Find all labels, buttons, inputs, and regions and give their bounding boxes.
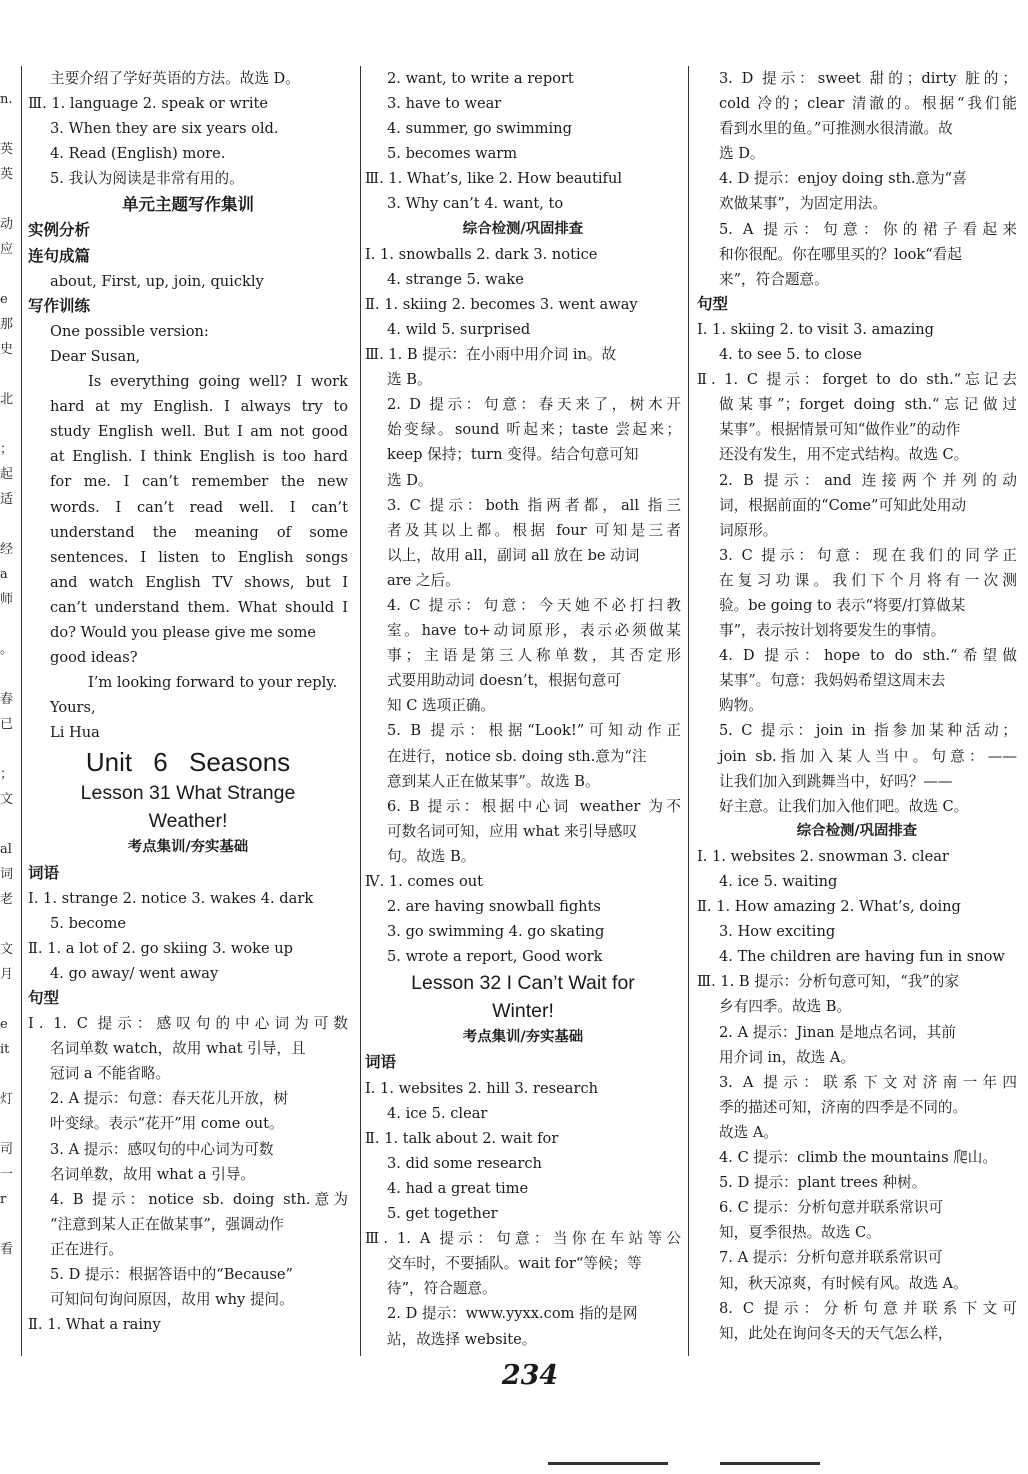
answer-line: 6. C 提示：分析句意并联系常识可: [719, 1199, 944, 1217]
answer-line: 4. go away/ went away: [50, 964, 219, 982]
answer-line: 站，故选择 website。: [387, 1330, 537, 1348]
edge-glyph: 经: [0, 542, 14, 557]
answer-line: and watch English TV shows, but I: [50, 573, 348, 591]
footer-rule: [720, 1462, 820, 1465]
edge-glyph: r: [0, 1192, 7, 1207]
answer-line: 意到某人正在做某事”。故选 B。: [387, 772, 600, 790]
answer-line: Ⅰ. 1. websites 2. hill 3. research: [365, 1079, 599, 1097]
answer-line: 4. Read (English) more.: [50, 145, 226, 163]
edge-glyph: 师: [0, 592, 14, 607]
answer-line: 2. want, to write a report: [387, 70, 574, 87]
sub-heading: 考点集训/夯实基础: [462, 1029, 584, 1046]
answer-line: Is everything going well? I work: [88, 373, 348, 391]
column-divider: [360, 66, 361, 1356]
answer-line: Ⅱ. 1. What a rainy: [28, 1316, 161, 1334]
answer-line: sentences. I listen to English songs: [50, 548, 348, 566]
edge-glyph: [0, 913, 16, 938]
section-heading: 句型: [28, 989, 60, 1007]
section-heading: 写作训练: [28, 296, 91, 315]
lesson-title: Weather!: [148, 810, 228, 833]
answer-line: Ⅰ. 1. websites 2. snowman 3. clear: [697, 847, 949, 865]
answer-column-2: [365, 66, 681, 1352]
answer-line: 5. B 提示：根据“Look!”可知动作正: [387, 722, 681, 740]
column-divider: [688, 66, 689, 1356]
edge-glyph: 应: [0, 242, 14, 257]
answer-line: 和你很配。你在哪里买的？look“看起: [719, 245, 962, 263]
answer-line: Ⅱ. 1. a lot of 2. go skiing 3. woke up: [28, 939, 293, 957]
answer-line: 5. wrote a report, Good work: [387, 948, 603, 966]
answer-line: 选 D。: [719, 145, 765, 163]
edge-glyph: [0, 263, 16, 288]
edge-glyph: 灯: [0, 1092, 14, 1107]
answer-line: 3. When they are six years old.: [50, 120, 279, 138]
answer-line: 让我们加入到跳舞当中，好吗？——: [719, 772, 953, 790]
answer-line: 5. C 提示：join in 指参加某种活动；: [719, 722, 1017, 740]
answer-line: Ⅳ. 1. comes out: [365, 873, 484, 890]
answer-line: 欢做某事”，为固定用法。: [719, 195, 887, 213]
answer-line: 4. to see 5. to close: [719, 346, 862, 364]
answer-line: “注意到某人正在做某事”，强调动作: [50, 1215, 284, 1233]
answer-column-3: [697, 66, 1017, 1346]
answer-line: Ⅰ. 1. C 提示：感叹句的中心词为可数: [28, 1015, 348, 1033]
answer-line: 知 C 选项正确。: [387, 697, 496, 715]
lesson-title: Lesson 31 What Strange: [80, 782, 296, 805]
answer-line: 某事”。根据情景可知“做作业”的动作: [719, 421, 961, 439]
edge-glyph: [0, 613, 16, 638]
answer-line: 知，秋天凉爽，有时候有风。故选 A。: [719, 1274, 968, 1292]
answer-line: 名词单数，故用 what a 引导。: [50, 1165, 256, 1183]
answer-line: at English. I think English is too hard: [50, 448, 348, 466]
column-divider: [21, 66, 22, 1356]
answer-line: 词，根据前面的“Come”可知此处用动: [719, 496, 967, 514]
edge-glyph: 司: [0, 1142, 14, 1157]
answer-line: 名词单数 watch，故用 what 引导，且: [50, 1040, 306, 1058]
answer-line: 4. D 提示：hope to do sth.“希望做: [719, 647, 1017, 665]
answer-line: 验。be going to 表示“将要/打算做某: [719, 596, 966, 614]
section-heading: 句型: [697, 294, 729, 313]
answer-line: 4. ice 5. waiting: [719, 873, 838, 890]
answer-line: can’t understand them. What should I: [50, 598, 348, 616]
answer-line: 4. C 提示：句意：今天她不必打扫教: [387, 596, 681, 614]
answer-line: do? Would you please give me some: [50, 623, 317, 641]
answer-line: I’m looking forward to your reply.: [88, 674, 338, 692]
answer-line: 来”，符合题意。: [719, 270, 829, 288]
sub-heading: 综合检测/巩固排查: [462, 220, 584, 237]
edge-glyph: 文: [0, 792, 14, 807]
answer-line: 3. A 提示：感叹句的中心词为可数: [50, 1140, 274, 1158]
answer-line: Ⅱ. 1. skiing 2. becomes 3. went away: [365, 295, 638, 313]
edge-glyph: 一: [0, 1167, 14, 1182]
edge-glyph: 老: [0, 892, 14, 907]
answer-line: 4. ice 5. clear: [387, 1104, 488, 1122]
answer-line: 4. summer, go swimming: [387, 120, 572, 138]
section-title: 单元主题写作集训: [122, 195, 254, 215]
answer-column-1: [28, 66, 348, 1337]
answer-line: 以上，故用 all，副词 all 放在 be 动词: [387, 546, 640, 564]
answer-line: keep 保持；turn 变得。结合句意可知: [387, 446, 639, 464]
edge-glyph: [0, 113, 16, 138]
sub-heading: 考点集训/夯实基础: [127, 839, 249, 856]
answer-line: 词原形。: [719, 521, 778, 539]
answer-line: One possible version:: [50, 322, 209, 340]
answer-line: 还没有发生，用不定式结构。故选 C。: [719, 446, 969, 464]
answer-line: Yours,: [50, 699, 96, 717]
section-heading: 词语: [28, 863, 60, 882]
answer-line: cold 冷的；clear 清澈的。根据“我们能: [719, 95, 1017, 113]
answer-line: 者及其以上都。根据 four 可知是三者: [387, 521, 681, 539]
sub-heading: 综合检测/巩固排查: [796, 822, 918, 839]
answer-line: 4. D 提示：enjoy doing sth.意为“喜: [719, 170, 967, 188]
answer-line: 3. have to wear: [387, 95, 502, 113]
answer-line: 3. go swimming 4. go skating: [387, 923, 605, 941]
answer-line: Dear Susan,: [50, 347, 141, 365]
answer-line: 6. B 提示：根据中心词 weather 为不: [387, 797, 681, 815]
answer-line: 3. A 提示：联系下文对济南一年四: [719, 1073, 1017, 1091]
edge-glyph: 已: [0, 717, 14, 732]
edge-glyph: [0, 363, 16, 388]
answer-line: 4. wild 5. surprised: [387, 320, 531, 338]
edge-glyph: 月: [0, 967, 14, 982]
edge-glyph: 英: [0, 142, 14, 157]
answer-line: 室。have to+动词原形，表示必须做某: [387, 622, 681, 640]
answer-line: Ⅰ. 1. skiing 2. to visit 3. amazing: [697, 320, 934, 338]
answer-line: Ⅰ. 1. strange 2. notice 3. wakes 4. dark: [28, 889, 314, 907]
edge-glyph: ；: [0, 767, 14, 782]
unit-title: Unit 6 Seasons: [85, 747, 291, 778]
answer-line: 5. D 提示：plant trees 种树。: [719, 1174, 927, 1192]
page-number: 234: [501, 1360, 559, 1391]
answer-line: 知，夏季很热。故选 C。: [719, 1224, 881, 1242]
edge-glyph: al: [0, 842, 12, 857]
answer-line: hard at my English. I always try to: [50, 398, 348, 416]
answer-line: 5. becomes warm: [387, 145, 518, 163]
edge-glyph: 适: [0, 492, 14, 507]
answer-line: 5. get together: [387, 1205, 498, 1223]
answer-line: 3. How exciting: [719, 923, 836, 941]
edge-glyph: 史: [0, 342, 14, 357]
edge-glyph: e: [0, 292, 8, 307]
answer-line: Ⅰ. 1. snowballs 2. dark 3. notice: [365, 245, 598, 263]
answer-line: Ⅲ. 1. What’s, like 2. How beautiful: [365, 170, 623, 188]
edge-glyph: [0, 663, 16, 688]
answer-line: 4. strange 5. wake: [387, 270, 524, 288]
edge-glyph: 词: [0, 867, 14, 882]
answer-line: 看到水里的鱼。”可推测水很清澈。故: [719, 120, 953, 138]
answer-line: words. I can’t read well. I can’t: [50, 498, 348, 516]
answer-line: 事；主语是第三人称单数，其否定形: [387, 647, 681, 665]
answer-line: 2. A 提示：Jinan 是地点名词，其前: [719, 1023, 956, 1041]
answer-line: Ⅲ. 1. A 提示：句意：当你在车站等公: [365, 1230, 681, 1248]
answer-line: 待”，符合题意。: [387, 1280, 497, 1298]
edge-glyph: [0, 413, 16, 438]
answer-line: 选 D。: [387, 471, 433, 489]
answer-line: 用介词 in，故选 A。: [719, 1048, 856, 1066]
answer-line: 叶变绿。表示“花开”用 come out。: [50, 1115, 284, 1133]
answer-line: 乡有四季。故选 B。: [719, 998, 852, 1016]
answer-line: 5. 我认为阅读是非常有用的。: [50, 170, 244, 188]
answer-line: are 之后。: [387, 571, 460, 589]
answer-line: 5. become: [50, 914, 126, 932]
answer-line: 2. D 提示：句意：春天来了，树木开: [387, 396, 681, 414]
footer-rule: [548, 1462, 668, 1465]
answer-line: study English well. But I am not good: [50, 423, 348, 441]
section-heading: 词语: [365, 1053, 397, 1072]
answer-line: 2. B 提示：and 连接两个并列的动: [719, 471, 1017, 489]
edge-glyph: 英: [0, 167, 14, 182]
edge-glyph: [0, 513, 16, 538]
edge-glyph: 。: [0, 642, 14, 657]
edge-glyph: [0, 188, 16, 213]
answer-line: about, First, up, join, quickly: [50, 272, 264, 290]
edge-glyph: 起: [0, 467, 14, 482]
answer-line: 选 B。: [387, 371, 432, 389]
answer-line: Ⅲ. 1. language 2. speak or write: [28, 95, 268, 113]
edge-glyph: 那: [0, 317, 14, 332]
answer-line: Ⅱ. 1. talk about 2. wait for: [365, 1129, 559, 1147]
answer-line: 3. Why can’t 4. want, to: [387, 195, 564, 213]
answer-line: 8. C 提示：分析句意并联系下文可: [719, 1299, 1017, 1317]
answer-line: 2. are having snowball fights: [387, 898, 601, 916]
answer-line: Ⅱ. 1. How amazing 2. What’s, doing: [697, 898, 961, 916]
section-heading: 连句成篇: [28, 246, 91, 265]
answer-line: 知，此处在询问冬天的天气怎么样，: [719, 1324, 953, 1342]
answer-line: 在复习功课。我们下个月将有一次测: [719, 571, 1017, 589]
answer-line: 做某事”；forget doing sth.“忘记做过: [719, 396, 1017, 414]
answer-line: 某事”。句意：我妈妈希望这周末去: [719, 672, 946, 690]
answer-line: 5. D 提示：根据答语中的“Because”: [50, 1266, 293, 1284]
edge-glyph: n.: [0, 92, 13, 107]
answer-line: good ideas?: [50, 649, 138, 667]
lesson-title: Lesson 32 I Can’t Wait for: [411, 972, 635, 995]
answer-line: 冠词 a 不能省略。: [50, 1065, 171, 1083]
answer-line: 购物。: [719, 697, 763, 715]
lesson-title: Winter!: [492, 1000, 554, 1023]
edge-glyph: e: [0, 1017, 8, 1032]
answer-line: join sb.指加入某人当中。句意：——: [719, 747, 1017, 765]
answer-line: 主要介绍了学好英语的方法。故选 D。: [50, 70, 300, 87]
answer-line: 3. C 提示：both 指两者都，all 指三: [387, 496, 681, 514]
answer-line: 事”，表示按计划将要发生的事情。: [719, 622, 946, 640]
answer-line: 好主意。让我们加入他们吧。故选 C。: [719, 797, 969, 815]
answer-line: 故选 A。: [719, 1123, 778, 1141]
edge-glyph: it: [0, 1042, 10, 1057]
answer-line: 季的描述可知，济南的四季是不同的。: [719, 1098, 968, 1116]
answer-line: 4. The children are having fun in snow: [719, 948, 1005, 966]
answer-line: Ⅲ. 1. B 提示：分析句意可知，“我”的家: [697, 973, 959, 991]
answer-line: Ⅲ. 1. B 提示：在小雨中用介词 in。故: [365, 346, 617, 364]
answer-line: 4. had a great time: [387, 1179, 529, 1197]
answer-line: for me. I can’t remember the new: [50, 473, 348, 491]
answer-line: 3. did some research: [387, 1154, 542, 1172]
edge-glyph: ；: [0, 442, 14, 457]
edge-glyph: [0, 988, 16, 1013]
edge-glyph: a: [0, 567, 8, 582]
answer-line: 始变绿。sound 听起来；taste 尝起来；: [387, 421, 681, 439]
answer-line: Ⅱ. 1. C 提示：forget to do sth.“忘记去: [697, 371, 1017, 389]
edge-glyph: [0, 738, 16, 763]
edge-glyph: [0, 1113, 16, 1138]
edge-glyph: [0, 1063, 16, 1088]
section-heading: 实例分析: [28, 221, 91, 240]
answer-line: 式要用助动词 doesn’t，根据句意可: [387, 672, 621, 690]
binding-edge-text: [0, 88, 16, 1378]
answer-line: 交车时，不要插队。wait for“等候；等: [387, 1255, 642, 1273]
edge-glyph: 动: [0, 217, 14, 232]
edge-glyph: [0, 813, 16, 838]
answer-line: 在进行，notice sb. doing sth.意为“注: [387, 747, 647, 765]
answer-line: 3. D 提示：sweet 甜的；dirty 脏的；: [719, 70, 1017, 87]
answer-line: 2. D 提示：www.yyxx.com 指的是网: [387, 1305, 638, 1323]
answer-line: 2. A 提示：句意：春天花儿开放，树: [50, 1090, 289, 1108]
answer-line: 3. C 提示：句意：现在我们的同学正: [719, 546, 1017, 564]
edge-glyph: 北: [0, 392, 14, 407]
answer-line: 句。故选 B。: [387, 847, 476, 865]
edge-glyph: 看: [0, 1242, 14, 1257]
answer-line: 5. A 提示：句意：你的裙子看起来: [719, 220, 1017, 238]
answer-line: understand the meaning of some: [50, 523, 348, 541]
answer-line: 4. B 提示：notice sb. doing sth.意为: [50, 1190, 348, 1208]
answer-line: 正在进行。: [50, 1240, 123, 1258]
answer-line: Li Hua: [50, 724, 100, 742]
edge-glyph: 春: [0, 692, 14, 707]
edge-glyph: [0, 1213, 16, 1238]
answer-line: 可知问句询问原因，故用 why 提问。: [50, 1291, 294, 1309]
answer-line: 可数名词可知，应用 what 来引导感叹: [387, 822, 638, 840]
answer-line: 4. C 提示：climb the mountains 爬山。: [719, 1149, 997, 1167]
edge-glyph: 文: [0, 942, 14, 957]
answer-line: 7. A 提示：分析句意并联系常识可: [719, 1249, 943, 1267]
